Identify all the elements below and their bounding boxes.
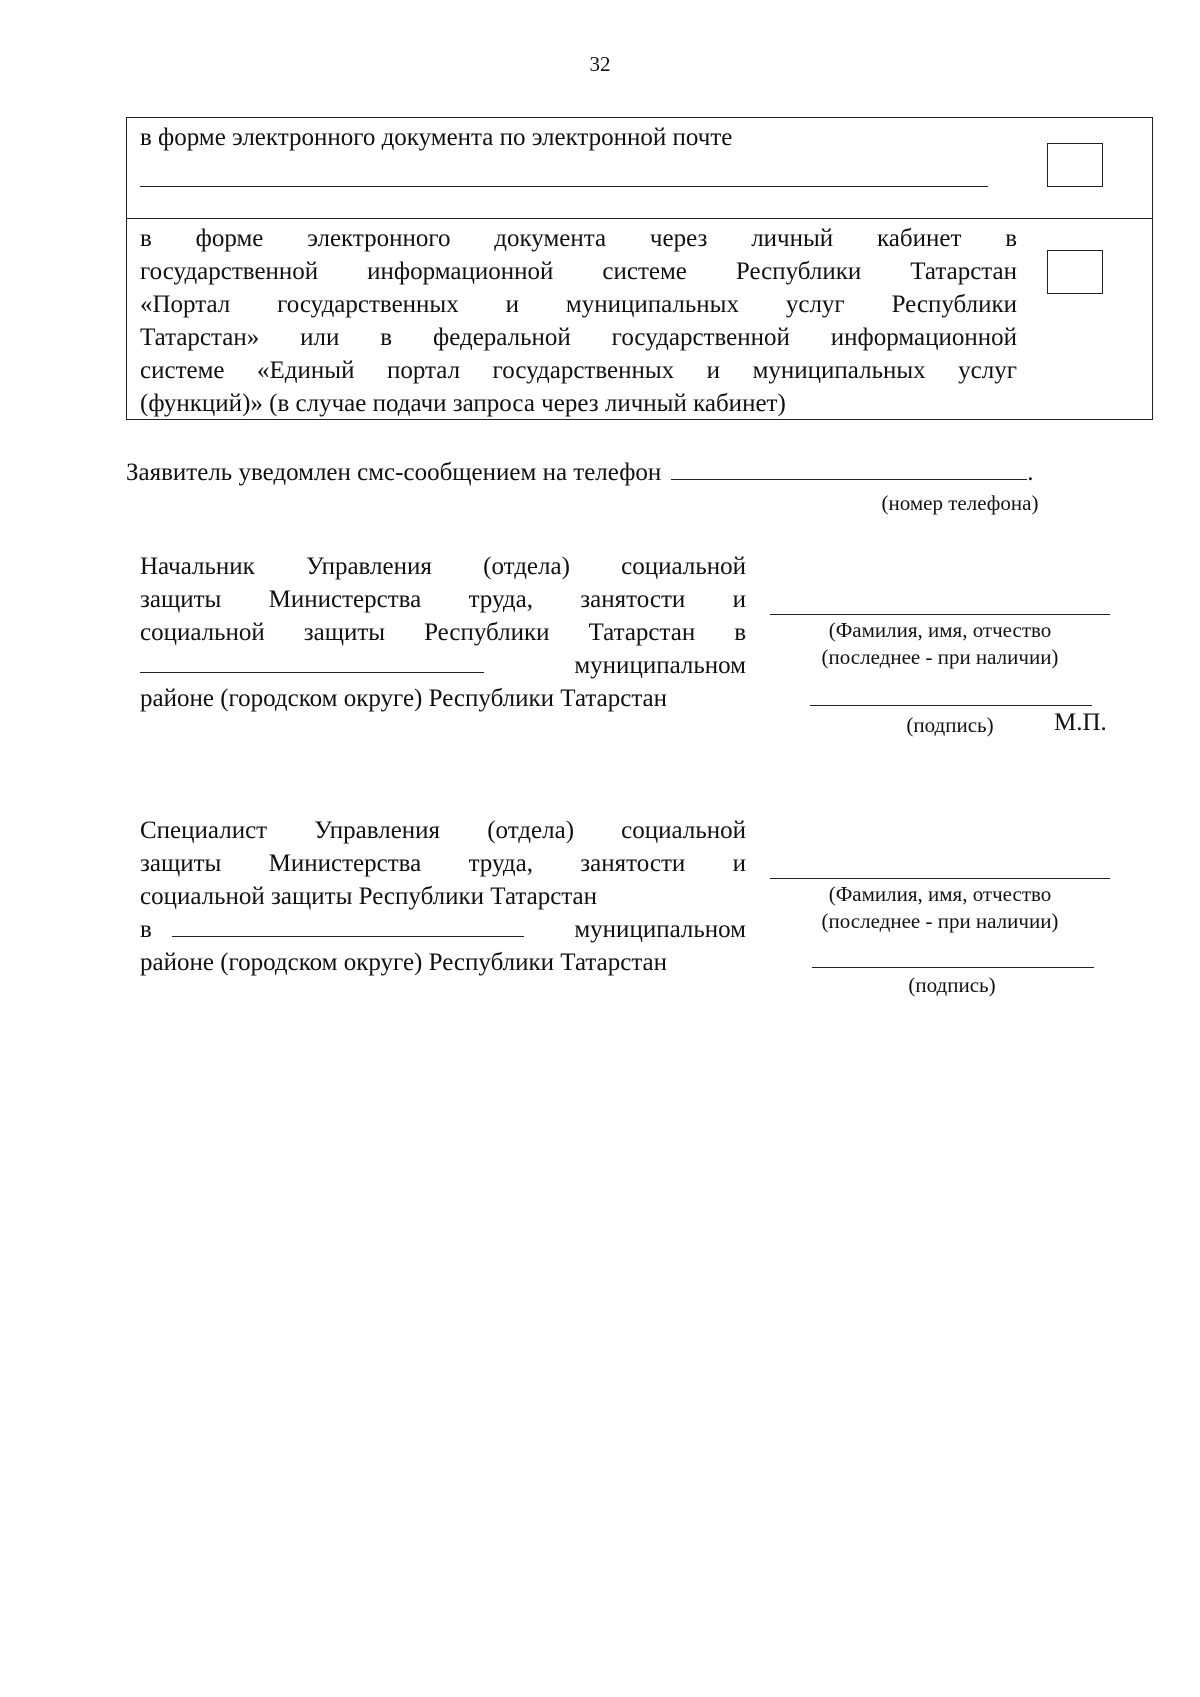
head-name-line[interactable]	[770, 614, 1110, 615]
head-position-line: Начальник Управления (отдела) социальной	[140, 553, 746, 580]
head-signature-caption: (подпись)	[906, 713, 994, 737]
head-position-line: социальной защиты Республики Татарстан в	[140, 619, 746, 646]
specialist-position-line: районе (городском округе) Республики Татарстан	[140, 949, 668, 976]
specialist-municipality-blank[interactable]	[172, 914, 524, 937]
option-portal-line: «Портал государственных и муниципальных услуг Республики	[140, 291, 1017, 318]
specialist-position-line: Специалист Управления (отдела) социальной	[140, 817, 746, 844]
email-address-blank[interactable]	[140, 186, 988, 187]
head-name-caption-1: (Фамилия, имя, отчество	[828, 618, 1052, 642]
head-position-line: районе (городском округе) Республики Татарстан	[140, 685, 668, 712]
option-email-checkbox[interactable]	[1047, 143, 1103, 187]
option-portal-label	[140, 222, 1017, 420]
specialist-signature-line[interactable]	[812, 967, 1094, 968]
page-number: 32	[589, 52, 611, 76]
specialist-municipality-word: муниципальном	[574, 916, 746, 943]
head-municipality-line	[140, 649, 746, 682]
head-municipality-blank[interactable]	[140, 650, 484, 673]
table-row-divider	[126, 218, 1153, 219]
option-portal-line: системе «Единый портал государственных и муниципальных услуг	[140, 357, 1017, 384]
sms-notification	[126, 456, 1034, 489]
option-portal-line: (функций)» (в случае подачи запроса через личный кабинет)	[140, 390, 786, 417]
specialist-position-text	[140, 814, 746, 979]
option-portal-line: Татарстан» или в федеральной государственной информационной	[140, 324, 1017, 351]
sms-notification-end: .	[1027, 459, 1034, 486]
option-portal-line: государственной информационной системе Республики Татарстан	[140, 258, 1017, 285]
specialist-municipality-line	[140, 913, 746, 946]
head-name-caption-2: (последнее - при наличии)	[821, 645, 1059, 669]
phone-number-caption: (номер телефона)	[881, 491, 1039, 515]
option-email-label: в форме электронного документа по электронной почте	[140, 124, 733, 151]
head-signature-line[interactable]	[810, 705, 1092, 706]
stamp-place-label: М.П.	[1054, 709, 1107, 736]
specialist-name-caption-1: (Фамилия, имя, отчество	[828, 882, 1052, 906]
phone-number-blank[interactable]	[671, 457, 1027, 480]
specialist-name-caption-2: (последнее - при наличии)	[821, 909, 1059, 933]
head-position-line: защиты Министерства труда, занятости и	[140, 586, 746, 613]
head-position-text	[140, 550, 746, 715]
specialist-signature-caption: (подпись)	[908, 973, 996, 997]
option-portal-checkbox[interactable]	[1047, 250, 1103, 294]
specialist-name-line[interactable]	[770, 878, 1110, 879]
specialist-position-line: социальной защиты Республики Татарстан	[140, 883, 598, 910]
specialist-in-word: в	[140, 916, 152, 943]
sms-notification-text: Заявитель уведомлен смс-сообщением на телефон	[126, 459, 662, 486]
option-portal-line: в форме электронного документа через личный кабинет в	[140, 225, 1017, 252]
specialist-position-line: защиты Министерства труда, занятости и	[140, 850, 746, 877]
head-municipality-word: муниципальном	[574, 652, 746, 679]
